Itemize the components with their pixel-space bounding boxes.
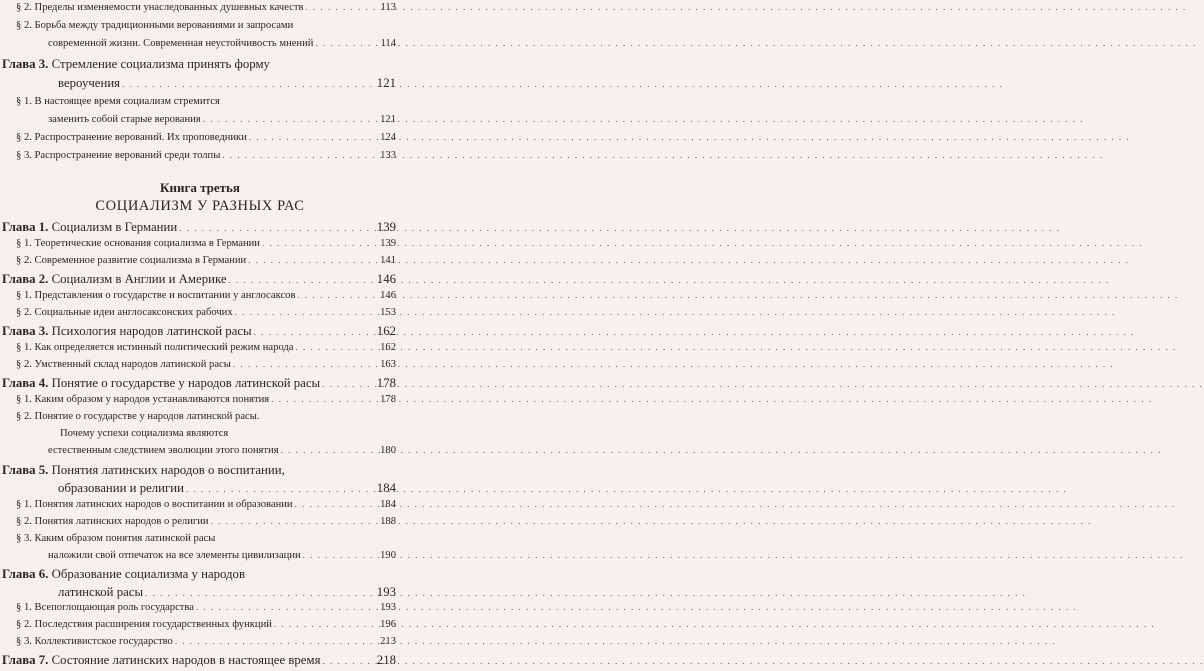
entry-page: 218 — [376, 653, 396, 667]
entry-text: Глава 3. Психология народов латинской расы — [2, 324, 252, 338]
dot-leader — [295, 342, 372, 352]
entry-text: Глава 3. Стремление социализма принять форму — [2, 57, 270, 71]
dot-leader — [254, 327, 372, 337]
toc-entry-section — [0, 619, 400, 637]
entry-text: § 1. Представления о государстве и воспитании у англосаксов — [16, 290, 296, 301]
entry-text: Почему успехи социализма являются — [60, 428, 229, 439]
entry-page: 146 — [376, 272, 396, 286]
entry-page: 184 — [376, 481, 396, 495]
dot-leader — [295, 499, 372, 509]
entry-page: 180 — [380, 445, 396, 456]
toc-entry-section — [0, 150, 400, 168]
entry-text: § 2. Умственный склад народов латинской расы — [16, 359, 231, 370]
entry-text: Глава 6. Образование социализма у народов — [2, 567, 245, 581]
entry-page: 146 — [380, 290, 396, 301]
dot-leader — [322, 656, 372, 666]
chapter-number: Глава 6. — [2, 567, 49, 581]
entry-text: вероучения — [58, 76, 121, 90]
toc-entry-chapter — [0, 220, 400, 238]
entry-page: 178 — [376, 376, 396, 390]
entry-page: 153 — [380, 307, 396, 318]
entry-text: Глава 1. Социализм в Германии — [2, 220, 178, 234]
toc-entry-continuation — [0, 76, 400, 94]
dot-leader — [297, 290, 372, 300]
dot-leader — [175, 636, 372, 646]
toc-entry-chapter — [0, 324, 400, 342]
entry-text: § 2. Понятия латинских народов о религии — [16, 516, 209, 527]
entry-text: Глава 5. Понятия латинских народов о воспитании, — [2, 463, 285, 477]
entry-text: § 2. Социальные идеи англосаксонских рабочих — [16, 307, 233, 318]
entry-page: 139 — [376, 220, 396, 234]
entry-page: 133 — [380, 150, 396, 161]
entry-text: § 2. Борьба между традиционными верованиями и запросами — [16, 20, 294, 31]
entry-page: 213 — [380, 636, 396, 647]
dot-leader — [281, 445, 372, 455]
dot-leader — [322, 379, 372, 389]
toc-entry-continuation — [0, 114, 400, 132]
chapter-number: Глава 4. — [2, 376, 49, 390]
entry-text: § 2. Современное развитие социализма в Германии — [16, 255, 247, 266]
entry-page: 178 — [380, 394, 396, 405]
entry-text: § 1. Каким образом у народов устанавливаются понятия — [16, 394, 270, 405]
entry-text: § 3. Распространение верований среди толпы — [16, 150, 221, 161]
entry-text: образовании и религии — [58, 481, 184, 495]
entry-page: 193 — [380, 602, 396, 613]
toc-entry-section — [0, 394, 400, 412]
toc-entry-continuation — [0, 445, 400, 463]
book-subtitle: СОЦИАЛИЗМ У РАЗНЫХ РАС — [95, 198, 305, 214]
toc-entry-chapter — [0, 463, 400, 481]
dot-leader — [186, 484, 372, 494]
entry-text: современной жизни. Современная неустойчивость мнений — [48, 38, 314, 49]
entry-text: § 2. Последствия расширения государственных функций — [16, 619, 272, 630]
toc-page — [0, 0, 400, 667]
entry-page: 162 — [376, 324, 396, 338]
entry-text: заменить собой старые верования — [48, 114, 201, 125]
toc-entry-section — [0, 255, 400, 273]
toc-entry-section — [0, 290, 400, 308]
toc-entry-section — [0, 96, 400, 114]
entry-page: 121 — [380, 114, 396, 125]
toc-entry-chapter — [0, 653, 400, 671]
toc-entry-chapter — [0, 57, 400, 75]
entry-text: § 1. Всепоглощающая роль государства — [16, 602, 194, 613]
toc-entry-section — [0, 342, 400, 360]
chapter-number: Глава 3. — [2, 324, 49, 338]
dot-leader — [274, 619, 372, 629]
toc-entry-chapter — [0, 376, 400, 394]
entry-text: § 1. Теоретические основания социализма в Германии — [16, 238, 260, 249]
toc-entry-continuation — [0, 38, 400, 56]
book-title: Книга третья — [160, 180, 240, 195]
dot-leader — [306, 2, 372, 12]
entry-text: наложили свой отпечаток на все элементы цивилизации — [48, 550, 301, 561]
toc-entry-section — [0, 238, 400, 256]
entry-page: 188 — [380, 516, 396, 527]
toc-entry-chapter — [0, 567, 400, 585]
entry-page: 190 — [380, 550, 396, 561]
dot-leader — [233, 359, 372, 369]
dot-leader — [179, 223, 372, 233]
toc-entry-section — [0, 499, 400, 517]
dot-leader — [145, 588, 372, 598]
chapter-number: Глава 2. — [2, 272, 49, 286]
entry-text: § 3. Каким образом понятия латинской расы — [16, 533, 216, 544]
dot-leader — [203, 114, 372, 124]
entry-text: § 1. Как определяется истинный политический режим народа — [16, 342, 294, 353]
chapter-number: Глава 5. — [2, 463, 49, 477]
entry-text: Глава 2. Социализм в Англии и Америке — [2, 272, 227, 286]
entry-text: § 1. В настоящее время социализм стремится — [16, 96, 220, 107]
entry-page: 121 — [376, 76, 396, 90]
chapter-number: Глава 7. — [2, 653, 49, 667]
dot-leader — [271, 394, 372, 404]
entry-text: латинской расы — [58, 585, 144, 599]
entry-text: § 3. Коллективистское государство — [16, 636, 173, 647]
entry-page: 163 — [380, 359, 396, 370]
toc-entry-section — [0, 533, 400, 551]
dot-leader — [222, 150, 372, 160]
entry-page: 139 — [380, 238, 396, 249]
entry-text: § 1. Понятия латинских народов о воспитании и образовании — [16, 499, 293, 510]
chapter-number: Глава 1. — [2, 220, 49, 234]
toc-entry-section — [0, 2, 400, 20]
dot-leader — [262, 238, 372, 248]
entry-page: 113 — [380, 2, 396, 13]
entry-text: Глава 4. Понятие о государстве у народов латинской расы — [2, 376, 321, 390]
entry-text: Глава 7. Состояние латинских народов в настоящее время — [2, 653, 321, 667]
toc-entry-continuation — [0, 481, 400, 499]
entry-page: 124 — [380, 132, 396, 143]
toc-entry-section — [0, 359, 400, 377]
toc-entry-section — [0, 602, 400, 620]
entry-page: 196 — [380, 619, 396, 630]
dot-leader — [196, 602, 372, 612]
toc-entry-section — [0, 516, 400, 534]
dot-leader — [122, 79, 372, 89]
dot-leader — [249, 132, 372, 142]
toc-entry-section — [0, 20, 400, 38]
entry-text: § 2. Понятие о государстве у народов латинской расы. — [16, 411, 260, 422]
entry-page: 184 — [380, 499, 396, 510]
dot-leader — [235, 307, 372, 317]
toc-entry-chapter — [0, 272, 400, 290]
toc-entry-section — [0, 636, 400, 654]
entry-text: естественным следствием эволюции этого понятия — [48, 445, 279, 456]
dot-leader — [248, 255, 372, 265]
entry-text: § 2. Распространение верований. Их проповедники — [16, 132, 247, 143]
toc-entry-section — [0, 132, 400, 150]
toc-entry-continuation — [0, 550, 400, 568]
entry-page: 114 — [380, 38, 396, 49]
dot-leader — [211, 516, 372, 526]
chapter-number: Глава 3. — [2, 57, 49, 71]
toc-entry-section — [0, 411, 400, 429]
toc-entry-continuation — [0, 428, 400, 446]
dot-leader — [315, 38, 372, 48]
entry-text: § 2. Пределы изменяемости унаследованных душевных качеств — [16, 2, 304, 13]
toc-entry-section — [0, 307, 400, 325]
dot-leader — [229, 275, 372, 285]
toc-entry-continuation — [0, 585, 400, 603]
entry-page: 141 — [380, 255, 396, 266]
dot-leader — [303, 550, 372, 560]
entry-page: 193 — [376, 585, 396, 599]
entry-page: 162 — [380, 342, 396, 353]
